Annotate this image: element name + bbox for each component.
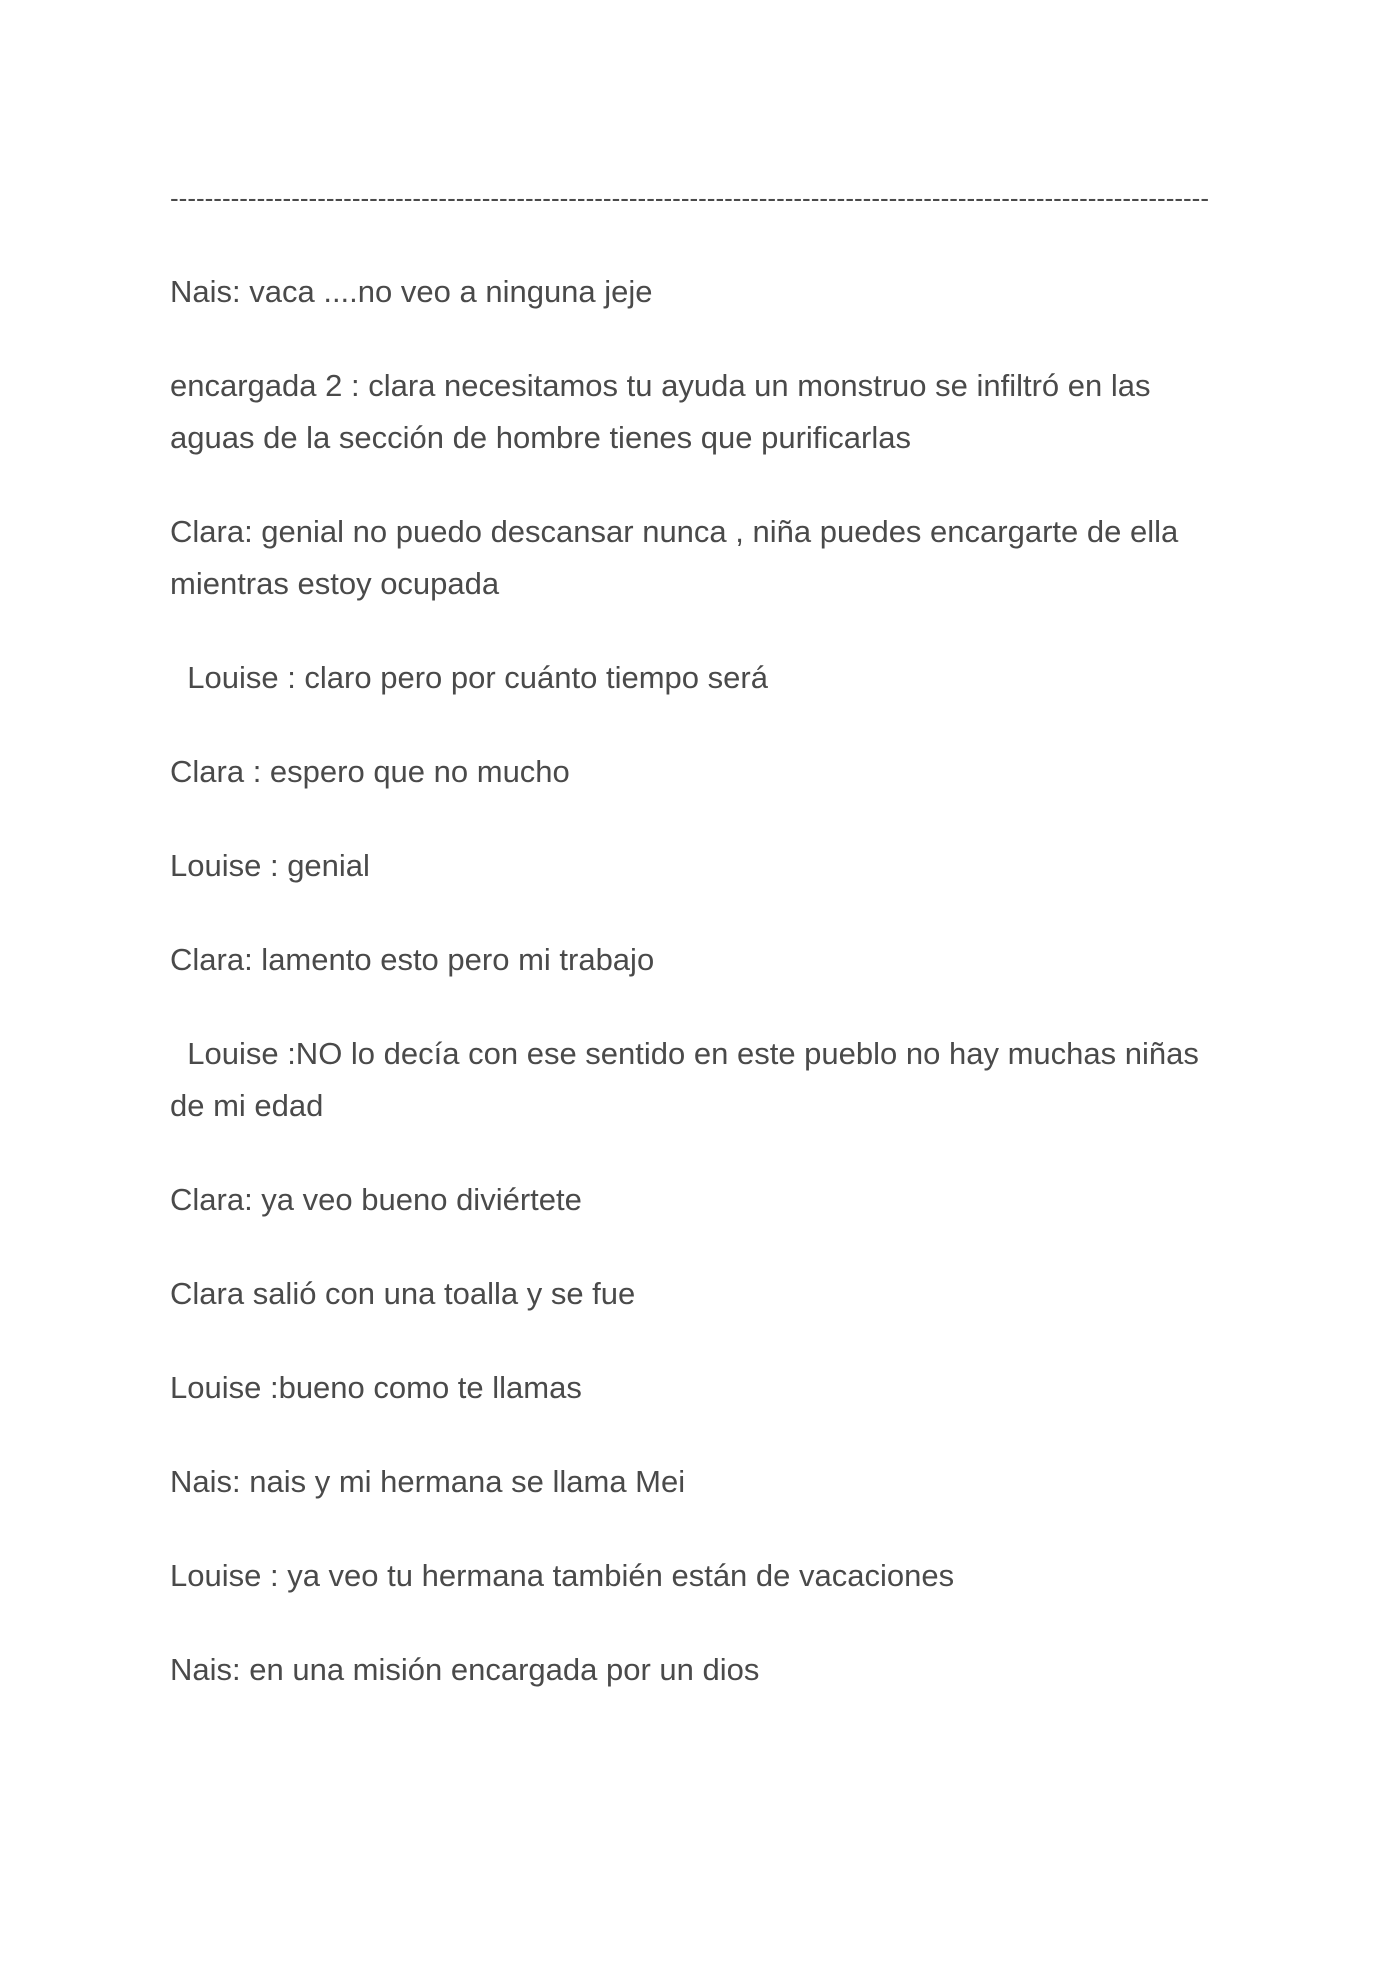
spacer <box>170 464 1230 506</box>
paragraph: Clara : espero que no mucho <box>170 754 570 789</box>
paragraph: Clara: genial no puedo descansar nunca , niña puedes encargarte de ella mientras estoy ocupada <box>170 514 1187 601</box>
paragraph: Nais: nais y mi hermana se llama Mei <box>170 1464 686 1499</box>
spacer <box>170 1320 1230 1362</box>
spacer <box>170 224 1230 266</box>
spacer <box>170 798 1230 840</box>
paragraph: Louise : claro pero por cuánto tiempo será <box>170 660 768 695</box>
spacer <box>170 986 1230 1028</box>
paragraph: Nais: vaca ....no veo a ninguna jeje <box>170 274 653 309</box>
spacer <box>170 318 1230 360</box>
document-body <box>170 172 1230 1696</box>
paragraph: Louise : genial <box>170 848 370 883</box>
spacer <box>170 1414 1230 1456</box>
spacer <box>170 892 1230 934</box>
spacer <box>170 1508 1230 1550</box>
spacer <box>170 1132 1230 1174</box>
dashed-divider: ------------------------------------------------------------------------------------------------------------------------ <box>170 183 1209 213</box>
paragraph: Clara: lamento esto pero mi trabajo <box>170 942 655 977</box>
paragraph: Louise : ya veo tu hermana también están de vacaciones <box>170 1558 955 1593</box>
spacer <box>170 704 1230 746</box>
paragraph: Louise :NO lo decía con ese sentido en este pueblo no hay muchas niñas de mi edad <box>170 1036 1208 1123</box>
spacer <box>170 1226 1230 1268</box>
paragraph: Nais: en una misión encargada por un dios <box>170 1652 760 1687</box>
paragraph: encargada 2 : clara necesitamos tu ayuda un monstruo se infiltró en las aguas de la sección de hombre tienes que purificarlas <box>170 368 1160 455</box>
spacer <box>170 610 1230 652</box>
spacer <box>170 1602 1230 1644</box>
paragraph: Louise :bueno como te llamas <box>170 1370 582 1405</box>
paragraph: Clara salió con una toalla y se fue <box>170 1276 636 1311</box>
paragraph: Clara: ya veo bueno diviértete <box>170 1182 582 1217</box>
